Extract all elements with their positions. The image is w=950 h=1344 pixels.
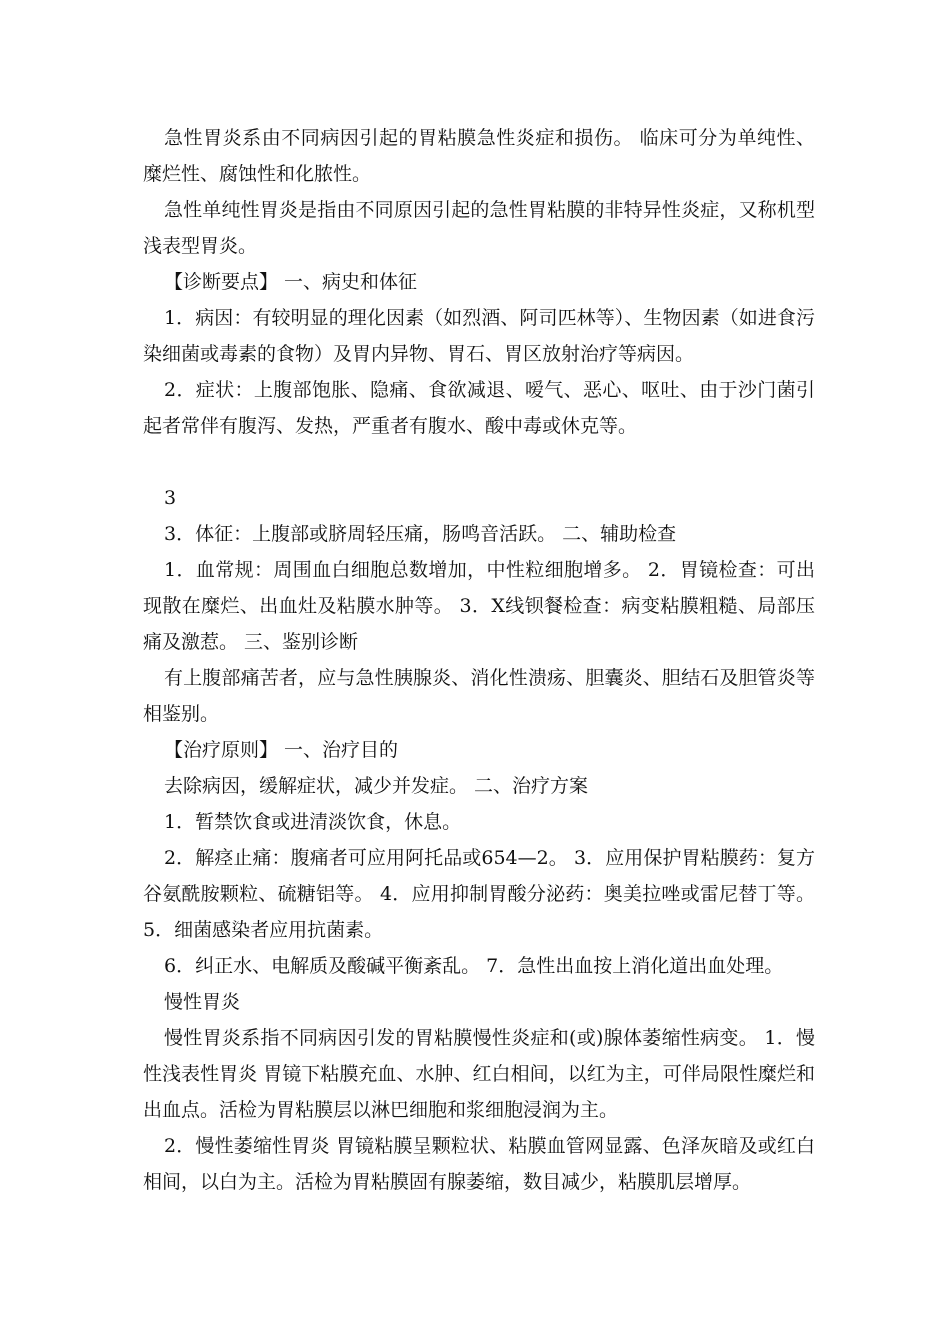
paragraph-acute-gastritis-definition: 急性胃炎系由不同病因引起的胃粘膜急性炎症和损伤。 临床可分为单纯性、糜烂性、腐蚀性和化脓性。 xyxy=(143,127,815,185)
document-body xyxy=(143,120,815,1200)
section-diagnosis-heading: 【诊断要点】 一、病史和体征 xyxy=(164,271,418,293)
paragraph-simple-gastritis-definition: 急性单纯性胃炎是指由不同原因引起的急性胃粘膜的非特异性炎症，又称机型浅表型胃炎。 xyxy=(143,199,815,257)
paragraph-auxiliary-exams: 1．血常规：周围血白细胞总数增加，中性粒细胞增多。 2．胃镜检查：可出现散在糜烂、出血灶及粘膜水肿等。 3．X线钡餐检查：病变粘膜粗糙、局部压痛及激惹。 三、鉴别诊断 xyxy=(143,559,815,653)
section-chronic-gastritis-heading: 慢性胃炎 xyxy=(164,991,241,1013)
paragraph-treatment-steps-2-5: 2．解痉止痛：腹痛者可应用阿托品或654—2。 3．应用保护胃粘膜药：复方谷氨酰胺颗粒、硫糖铝等。 4．应用抑制胃酸分泌药：奥美拉唑或雷尼替丁等。 5．细菌感染者应用抗菌素。 xyxy=(143,847,815,941)
paragraph-differential-diagnosis: 有上腹部痛苦者，应与急性胰腺炎、消化性溃疡、胆囊炎、胆结石及胆管炎等相鉴别。 xyxy=(143,667,815,725)
paragraph-treatment-goal: 去除病因，缓解症状，减少并发症。 二、治疗方案 xyxy=(164,775,589,797)
paragraph-etiology: 1．病因：有较明显的理化因素（如烈酒、阿司匹林等）、生物因素（如进食污染细菌或毒素的食物）及胃内异物、胃石、胃区放射治疗等病因。 xyxy=(143,307,815,365)
paragraph-symptoms: 2．症状：上腹部饱胀、隐痛、食欲减退、嗳气、恶心、呕吐、由于沙门菌引起者常伴有腹泻、发热，严重者有腹水、酸中毒或休克等。 xyxy=(143,379,815,437)
paragraph-chronic-atrophic: 2．慢性萎缩性胃炎 胃镜粘膜呈颗粒状、粘膜血管网显露、色泽灰暗及或红白相间，以白为主。活检为胃粘膜固有腺萎缩，数目减少，粘膜肌层增厚。 xyxy=(143,1135,815,1193)
blank-line xyxy=(143,444,815,480)
page-number: 3 xyxy=(164,487,177,509)
section-treatment-heading: 【治疗原则】 一、治疗目的 xyxy=(164,739,399,761)
paragraph-chronic-superficial: 慢性胃炎系指不同病因引发的胃粘膜慢性炎症和(或)腺体萎缩性病变。 1．慢性浅表性胃炎 胃镜下粘膜充血、水肿、红白相间，以红为主，可伴局限性糜烂和出血点。活检为胃粘膜层以淋巴细胞和浆细胞浸润为主。 xyxy=(143,1027,815,1121)
paragraph-signs: 3．体征：上腹部或脐周轻压痛，肠鸣音活跃。 二、辅助检查 xyxy=(164,523,677,545)
paragraph-treatment-steps-6-7: 6．纠正水、电解质及酸碱平衡紊乱。 7．急性出血按上消化道出血处理。 xyxy=(164,955,784,977)
paragraph-treatment-step-1: 1．暂禁饮食或进清淡饮食，休息。 xyxy=(164,811,462,833)
